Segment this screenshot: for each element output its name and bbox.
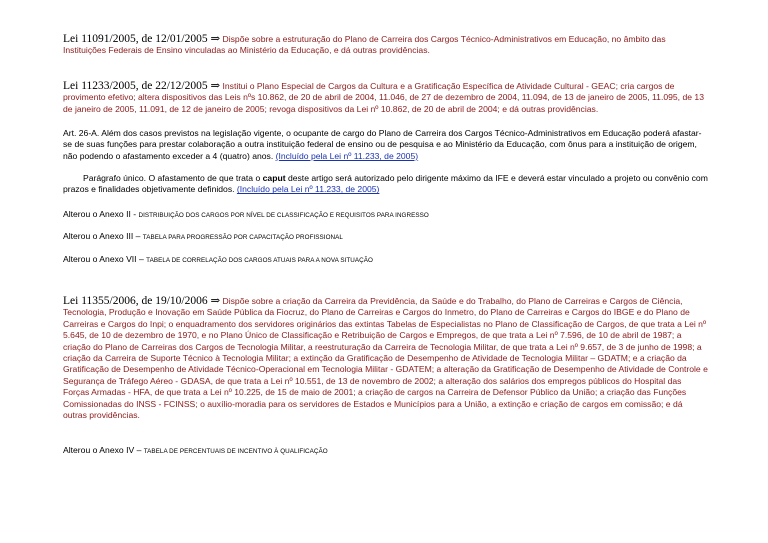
annex-vii-desc: TABELA DE CORRELAÇÃO DOS CARGOS ATUAIS PARA A NOVA SITUAÇÃO xyxy=(146,257,373,264)
article-26a xyxy=(63,128,708,162)
annex-iv-line xyxy=(63,445,708,455)
law-11355-entry xyxy=(63,296,708,421)
annex-vii-label: Alterou o Anexo VII – xyxy=(63,254,147,264)
annex-iii-label: Alterou o Anexo III – xyxy=(63,231,143,241)
law-11233-heading: Lei 11233/2005, de 22/12/2005 ⇒ xyxy=(63,80,221,92)
law-11091-summary: Dispõe sobre a estruturação do Plano de Carreira dos Cargos Técnico-Administrativos em Educação, no âmbito das Instituições Federais de Ensino vinculadas ao Ministério da Educação, e dá outras providências. xyxy=(63,34,666,56)
annex-iii-desc: TABELA PARA PROGRESSÃO POR CAPACITAÇÃO PROFISSIONAL xyxy=(142,234,343,241)
annex-iv-label: Alterou o Anexo IV – xyxy=(63,445,144,455)
article-26a-link[interactable]: (Incluído pela Lei nº 11.233, de 2005) xyxy=(275,150,419,161)
law-11091-entry xyxy=(63,34,708,57)
annex-ii-desc: DISTRIBUIÇÃO DOS CARGOS POR NÍVEL DE CLASSIFICAÇÃO E REQUISITOS PARA INGRESSO xyxy=(138,212,429,219)
annex-ii-label: Alterou o Anexo II - xyxy=(63,209,139,219)
law-11233-entry xyxy=(63,81,708,115)
law-11355-heading: Lei 11355/2006, de 19/10/2006 ⇒ xyxy=(63,295,221,307)
annex-iv-desc: TABELA DE PERCENTUAIS DE INCENTIVO À QUALIFICAÇÃO xyxy=(143,448,328,455)
paragraph-unico-end: deste artigo será autorizado pelo dirigente máximo da IFE e deverá estar vinculado a projeto ou convênio com prazos e finalidades objetivamente definidos. xyxy=(63,173,708,195)
annex-ii-line xyxy=(63,209,708,219)
paragraph-unico-link[interactable]: (Incluído pela Lei nº 11.233, de 2005) xyxy=(236,184,380,195)
law-11233-summary: Institui o Plano Especial de Cargos da Cultura e a Gratificação Específica de Atividade Cultural - GEAC; cria cargos de provimento efetivo; altera dispositivos das Leis nºs 10.862, de 20 de abril de 2004, 11.046, de 27 de dezembro de 2004, 11.094, de 13 de janeiro de 2005, 11.095, de 13 de janeiro de 2005, 11.091, de 12 de janeiro de 2005; revoga dispositivos da Lei nº 10.862, de 20 de abril de 2004; e dá outras providências. xyxy=(63,81,704,114)
article-26a-text: Art. 26-A. Além dos casos previstos na legislação vigente, o ocupante de cargo do Plano de Carreira dos Cargos Técnico-Administrativos em Educação poderá afastar-se de suas funções para prestar colaboração a outra instituição federal de ensino ou de pesquisa e ao Ministério da Educação, com ônus para a instituição de origem, não podendo o afastamento exceder a 4 (quatro) anos. xyxy=(63,128,702,161)
paragraph-unico-start: Parágrafo único. O afastamento de que trata o xyxy=(83,173,263,183)
paragraph-unico xyxy=(63,173,708,196)
law-11355-summary: Dispõe sobre a criação da Carreira da Previdência, da Saúde e do Trabalho, do Plano de Carreiras e Cargos de Ciência, Tecnologia, Produção e Inovação em Saúde Pública da Fiocruz, do Plano de Carreiras e Cargos do Inmetro, do Plano de Carreiras e Cargos do IBGE e do Plano de Carreiras e Cargos do Inpi; o enquadramento dos servidores originários das extintas Tabelas de Especialistas no Plano de Classificação de Cargos, de que trata a Lei nº 5.645, de 10 de dezembro de 1970, e no Plano Único de Classificação e Retribuição de Cargos e Empregos, de que trata a Lei nº 7.596, de 10 de abril de 1987; a criação do Plano de Carreiras dos Cargos de Tecnologia Militar, a reestruturação da Carreira de Tecnologia Militar, de que trata a Lei nº 9.657, de 3 de junho de 1998; a criação da Carreira de Suporte Técnico à Tecnologia Militar; a extinção da Gratificação de Desempenho de Atividade de Tecnologia Militar – GDATM; e a criação da Gratificação de Desempenho de Atividade Técnico-Operacional em Tecnologia Militar - GDATEM; a alteração da Gratificação de Desempenho de Atividade de Controle e Segurança de Tráfego Aéreo - GDASA, de que trata a Lei nº 10.551, de 13 de novembro de 2002; a alteração dos salários dos empregos públicos do Hospital das Forças Armadas - HFA, de que trata a Lei nº 10.225, de 15 de maio de 2001; a criação de cargos na Carreira de Defensor Público da União; a criação das Funções Comissionadas do INSS - FCINSS; o auxílio-moradia para os servidores de Estados e Municípios para a União, a extinção e criação de cargos em comissão; e dá outras providências. xyxy=(63,296,708,421)
paragraph-unico-caput: caput xyxy=(262,173,286,183)
annex-iii-line xyxy=(63,231,708,241)
annex-vii-line xyxy=(63,254,708,264)
law-11091-heading: Lei 11091/2005, de 12/01/2005 ⇒ xyxy=(63,33,221,45)
